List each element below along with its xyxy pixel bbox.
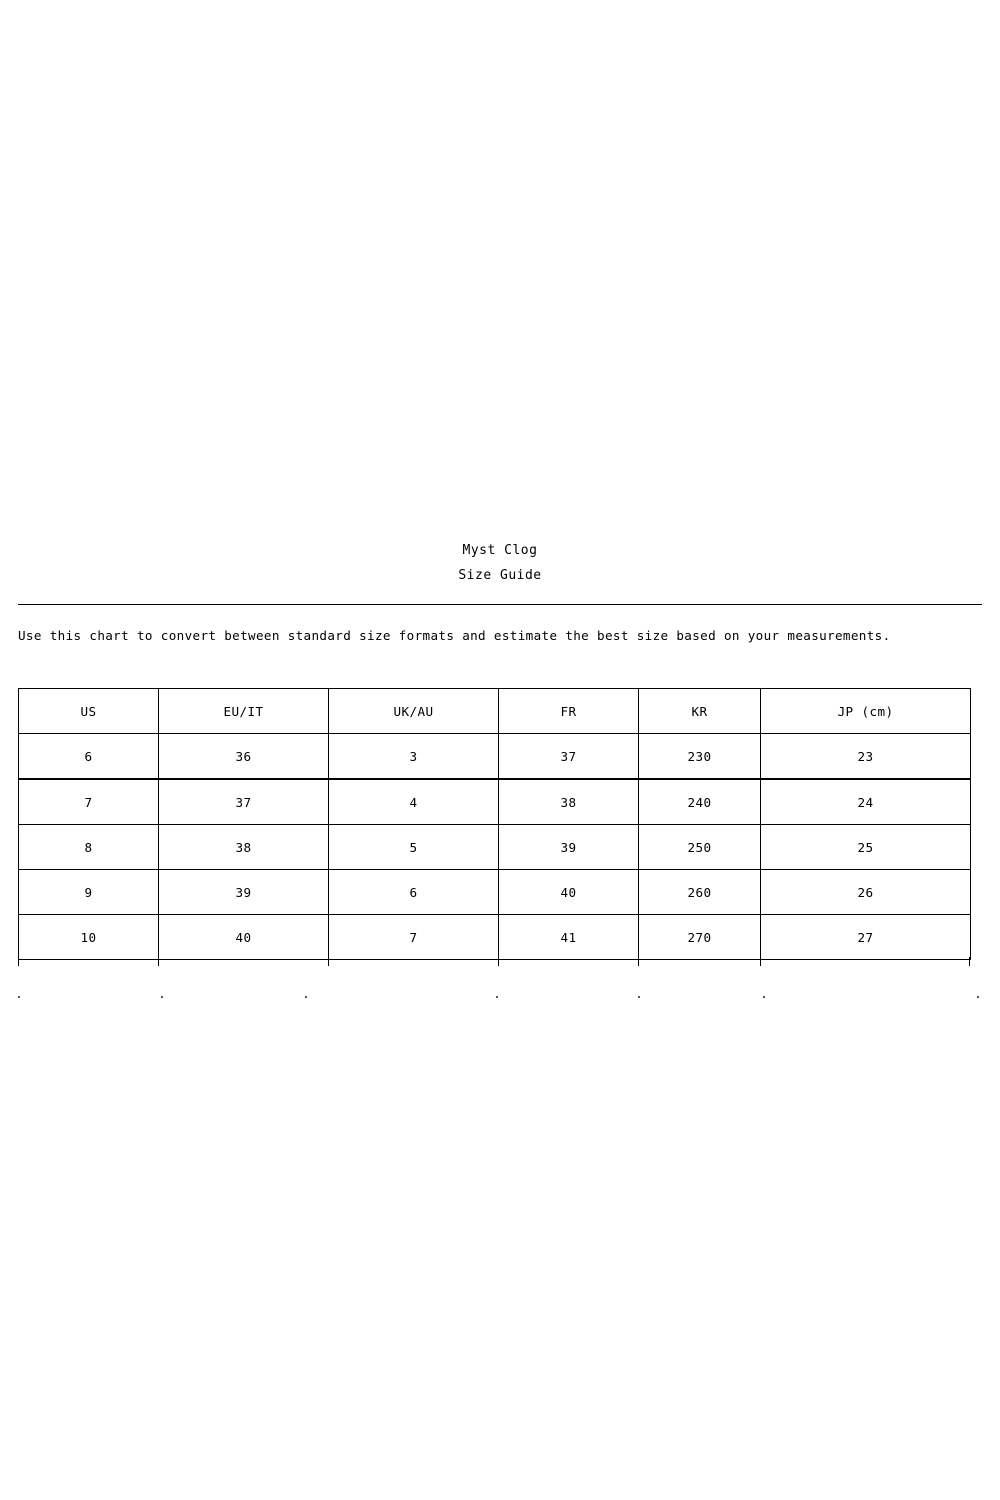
header-divider (18, 604, 982, 605)
cell-fr: 41 (499, 915, 639, 960)
cell-eu-it: 40 (159, 915, 329, 960)
cell-jp-cm: 23 (761, 734, 971, 780)
cell-kr: 270 (639, 915, 761, 960)
cell-eu-it: 39 (159, 870, 329, 915)
column-header-kr: KR (639, 689, 761, 734)
cell-kr: 250 (639, 825, 761, 870)
table-clipped-edge (18, 957, 970, 966)
column-header-jp-cm: JP (cm) (761, 689, 971, 734)
size-conversion-table (18, 688, 971, 960)
cell-uk-au: 5 (329, 825, 499, 870)
document-header (0, 538, 1000, 588)
cell-kr: 240 (639, 779, 761, 825)
cell-us: 7 (19, 779, 159, 825)
column-header-fr: FR (499, 689, 639, 734)
cell-uk-au: 7 (329, 915, 499, 960)
table-row (19, 825, 971, 870)
column-header-us: US (19, 689, 159, 734)
column-header-uk-au: UK/AU (329, 689, 499, 734)
cell-jp-cm: 26 (761, 870, 971, 915)
cell-uk-au: 3 (329, 734, 499, 780)
cell-fr: 39 (499, 825, 639, 870)
cell-us: 6 (19, 734, 159, 780)
page-subtitle: Size Guide (458, 568, 542, 583)
table-row (19, 734, 971, 780)
intro-text: Use this chart to convert between standard size formats and estimate the best size based on your measurements. (18, 628, 891, 643)
cell-eu-it: 36 (159, 734, 329, 780)
cell-kr: 230 (639, 734, 761, 780)
cell-fr: 40 (499, 870, 639, 915)
cell-fr: 37 (499, 734, 639, 780)
cell-us: 10 (19, 915, 159, 960)
cell-us: 8 (19, 825, 159, 870)
cell-fr: 38 (499, 779, 639, 825)
cell-kr: 260 (639, 870, 761, 915)
column-header-eu-it: EU/IT (159, 689, 329, 734)
cell-uk-au: 6 (329, 870, 499, 915)
table-row (19, 870, 971, 915)
cell-jp-cm: 25 (761, 825, 971, 870)
table-row (19, 779, 971, 825)
cell-jp-cm: 27 (761, 915, 971, 960)
page-crop-marks (18, 996, 982, 1000)
cell-uk-au: 4 (329, 779, 499, 825)
cell-eu-it: 37 (159, 779, 329, 825)
cell-jp-cm: 24 (761, 779, 971, 825)
table-header-row (19, 689, 971, 734)
cell-eu-it: 38 (159, 825, 329, 870)
table-row (19, 915, 971, 960)
cell-us: 9 (19, 870, 159, 915)
page-title: Myst Clog (462, 543, 538, 558)
